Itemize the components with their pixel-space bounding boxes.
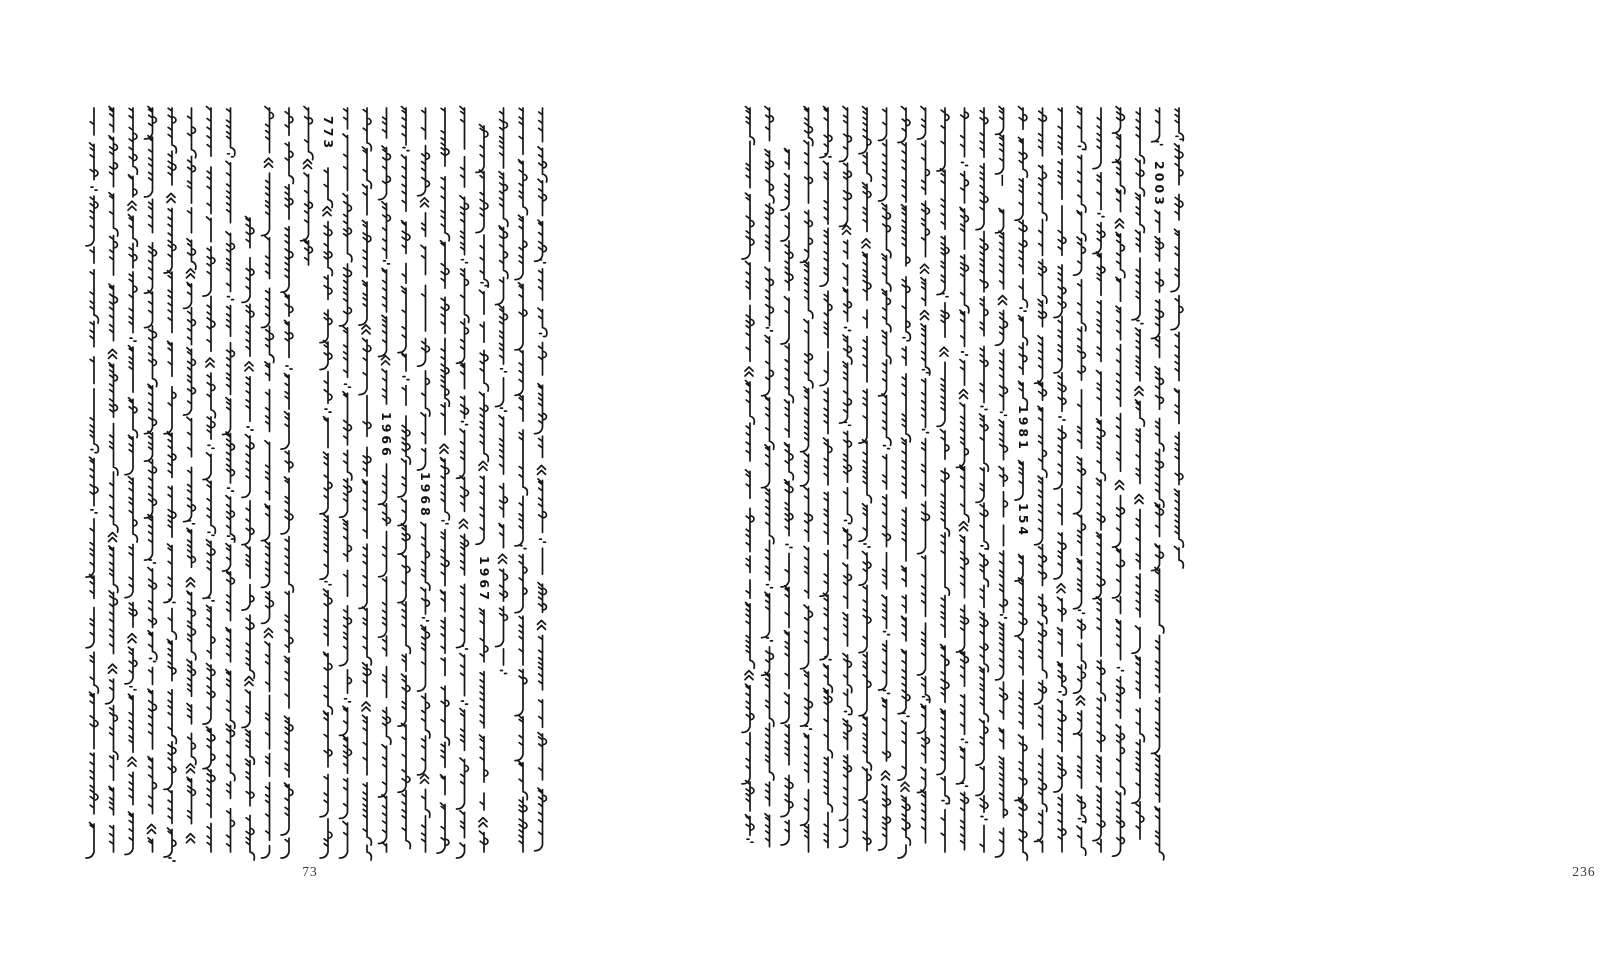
inline-numeral: 2003 <box>1152 161 1167 208</box>
page-number-left: 73 <box>302 864 318 879</box>
page-number-right: 236 <box>1572 864 1596 879</box>
inline-numeral: 154 <box>1015 503 1031 539</box>
page-right <box>632 0 1596 978</box>
mongolian-script-columns-right <box>742 108 1192 852</box>
page-left <box>0 0 632 978</box>
inline-numeral: 1968 <box>418 472 433 519</box>
inline-dash: — <box>996 174 1011 190</box>
inline-numeral: 1966 <box>379 412 394 459</box>
inline-numeral: 1967 <box>476 556 492 603</box>
mongolian-script-columns-left <box>86 108 556 852</box>
inline-numeral: 1981 <box>1015 405 1031 452</box>
script-texture-path <box>86 107 547 862</box>
inline-numeral: 773 <box>320 116 336 152</box>
script-texture-path <box>742 107 1183 861</box>
